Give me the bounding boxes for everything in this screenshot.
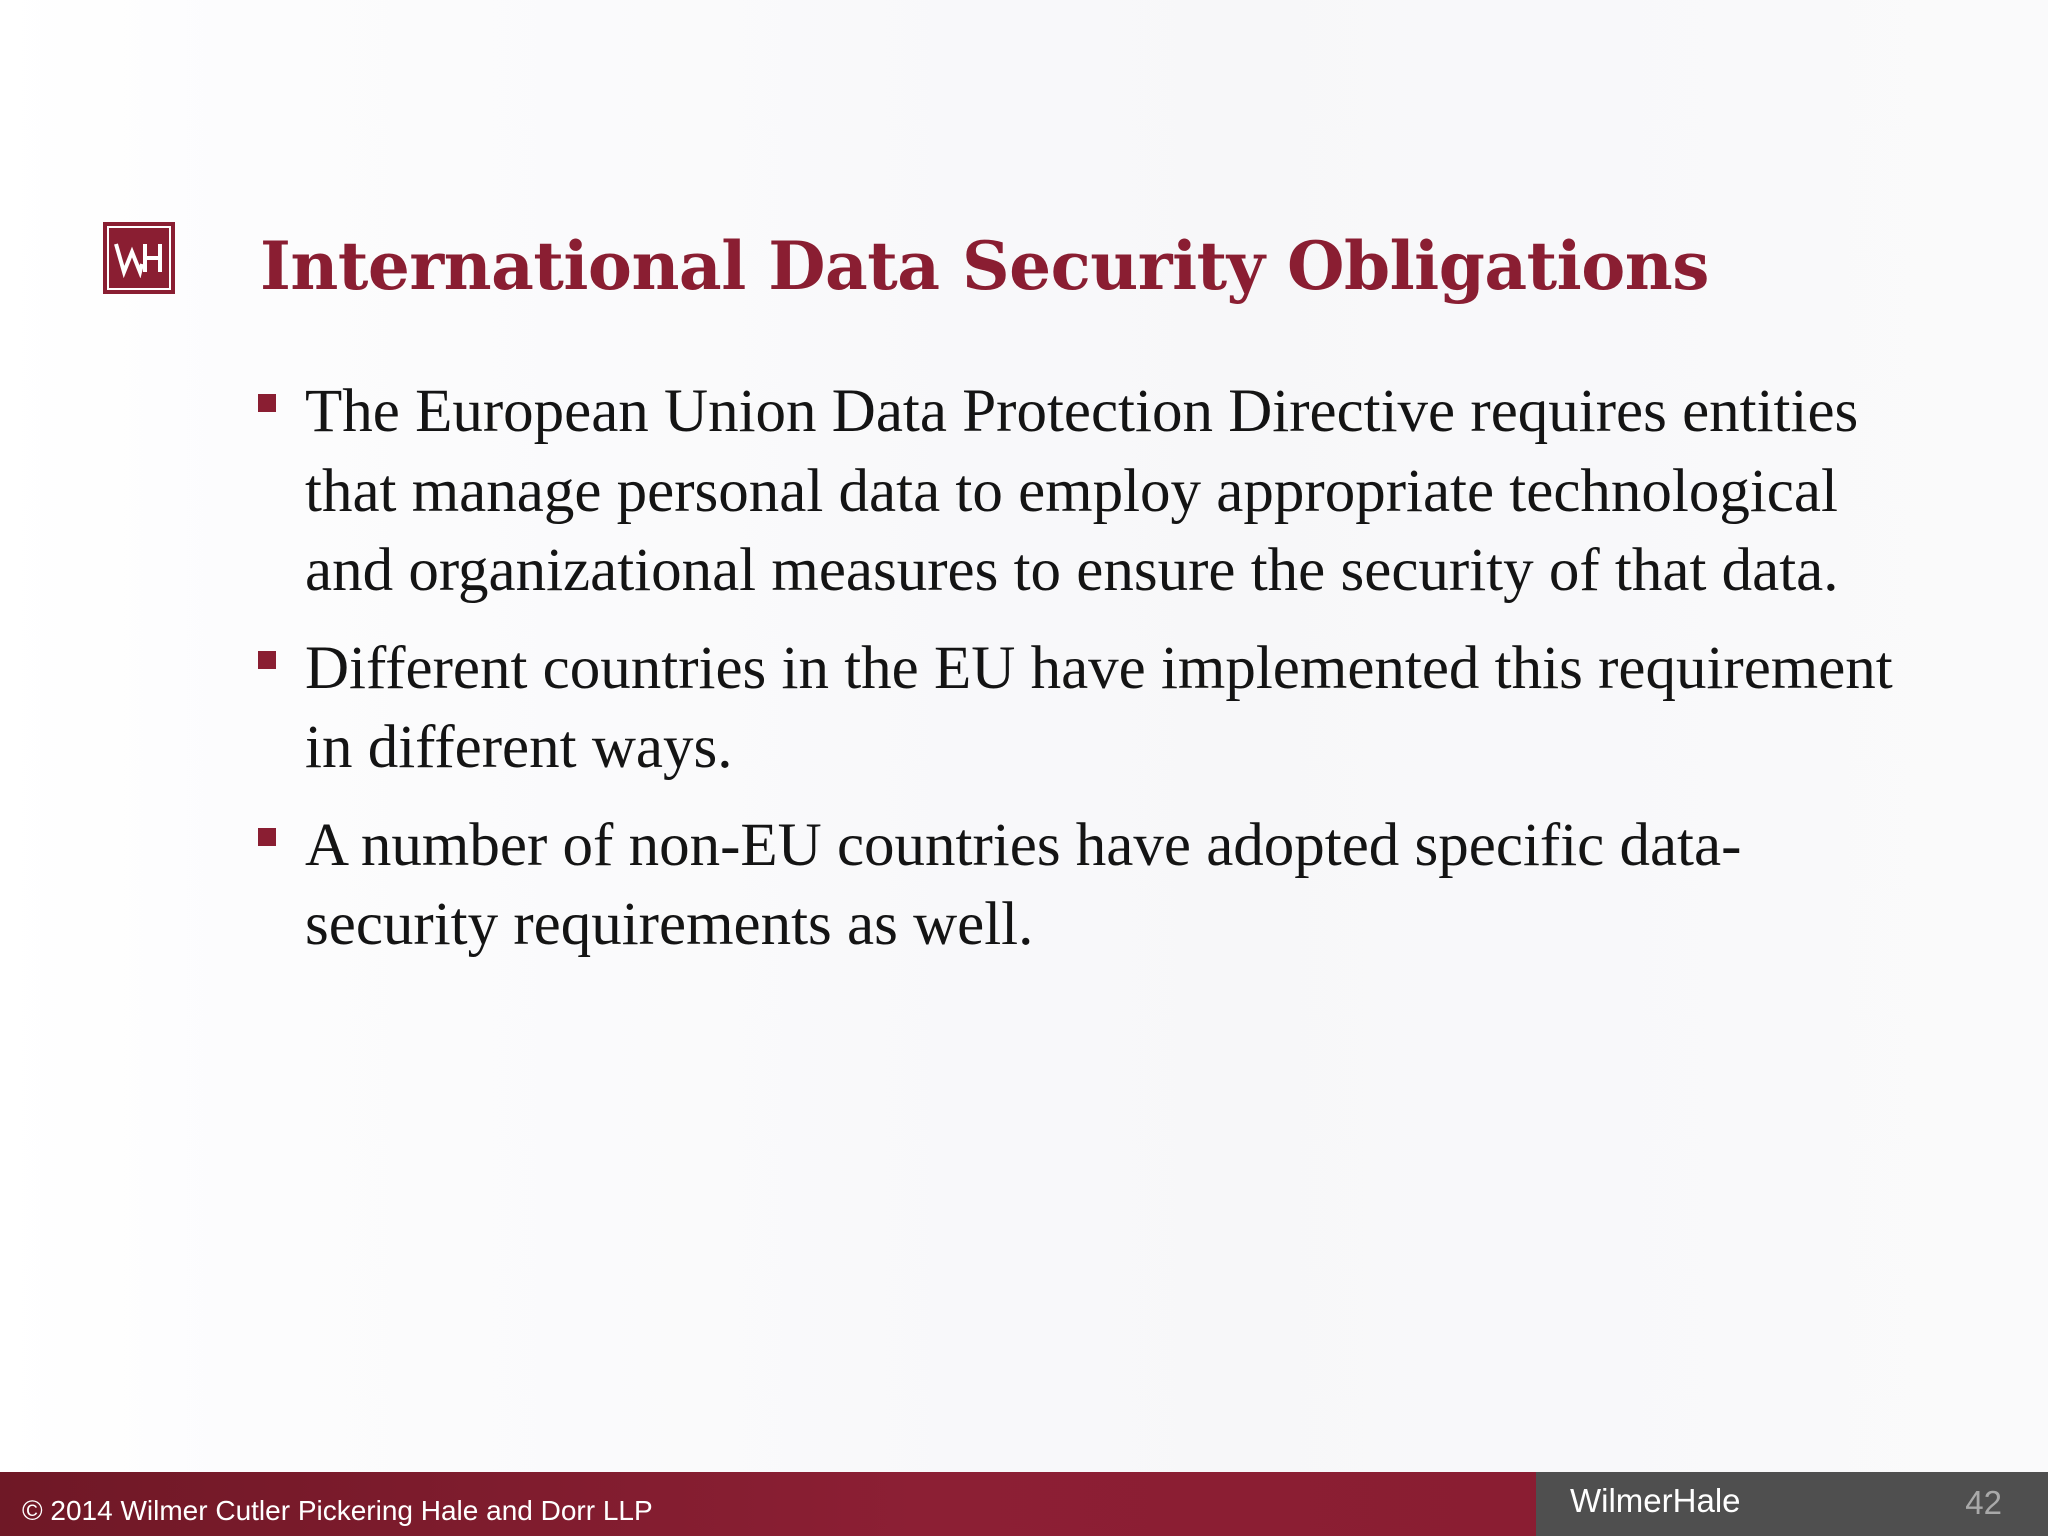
bullet-item	[253, 806, 1903, 965]
footer-right-band	[1536, 1472, 2048, 1536]
bullet-item	[253, 629, 1903, 788]
square-bullet-icon	[258, 828, 276, 846]
bullet-item	[253, 372, 1903, 611]
page-number: 42	[1965, 1484, 2002, 1521]
logo-monogram	[113, 238, 165, 278]
bullet-text: Different countries in the EU have implemented this requirement in different ways.	[305, 634, 1893, 781]
bullet-text: The European Union Data Protection Directive requires entities that manage personal data to employ appropriate technological and organizational measures to ensure the security of that data.	[305, 378, 1859, 604]
square-bullet-icon	[258, 394, 276, 412]
brand-name: WilmerHale	[1570, 1482, 1741, 1519]
footer	[0, 1472, 2048, 1536]
slide-title: International Data Security Obligations	[260, 227, 1709, 305]
bullet-text: A number of non-EU countries have adopted specific data-security requirements as well.	[305, 811, 1742, 958]
square-bullet-icon	[258, 651, 276, 669]
wh-logo-icon	[103, 222, 175, 294]
footer-left-band	[0, 1472, 1536, 1536]
logo-frame	[107, 226, 171, 290]
bullet-list	[253, 372, 1903, 983]
copyright-notice: © 2014 Wilmer Cutler Pickering Hale and Dorr LLP	[22, 1495, 653, 1526]
